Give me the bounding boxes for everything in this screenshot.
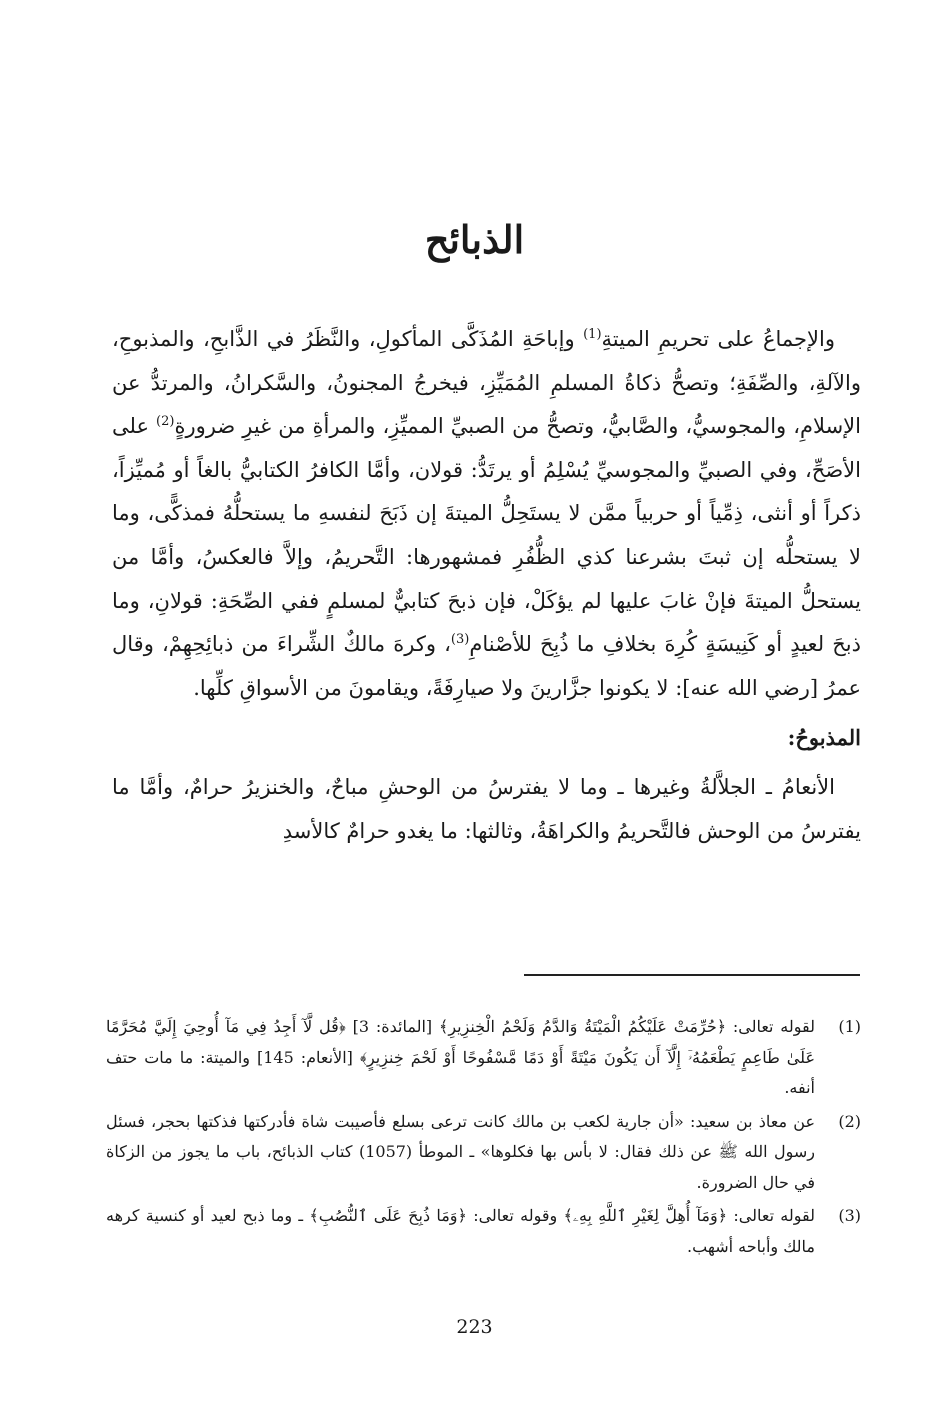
paragraph-1-part-d: ، وكرهَ مالكٌ الشِّراءَ من ذبائِحِهِمْ، وقال عمرُ [رضي الله عنه]: لا يكونوا جزَّارينَ ولا صيارِفَةً، ويقامونَ من الأسواقِ كلِّها.: [112, 632, 861, 700]
footnote-2: [106, 1107, 861, 1199]
paragraph-1: [112, 318, 861, 710]
footnote-text: عن معاذ بن سعيد: «أن جارية لكعب بن مالك كانت ترعى بسلع فأصيبت شاة فأدركتها فذكتها بحجر، فسئل رسول الله ﷺ عن ذلك فقال: لا بأس بها فكلوها» ـ الموطأ (1057) كتاب الذبائح، باب ما يجوز من الزكاة في حال الضرورة.: [106, 1111, 815, 1192]
footnote-text: لقوله تعالى: ﴿وَمَآ أُهِلَّ لِغَيْرِ ٱللَّهِ بِهِۦ﴾ وقوله تعالى: ﴿وَمَا ذُبِحَ عَلَى ٱلنُّصُبِ﴾ ـ وما ذبح لعيد أو كنسية كرهه مالك وأباحه أشهب.: [106, 1206, 815, 1256]
footnote-ref-1[interactable]: (1): [583, 327, 602, 342]
paragraph-1-part-b: وإباحَةِ المُذَكَّى المأكولِ، والنَّظَرُ في الذَّابحِ، والمذبوحِ، والآلةِ، والصِّفَةِ؛ وتصحُّ ذكاةُ المسلمِ المُمَيِّزِ، فيخرجُ المجنونُ، والسَّكرانُ، والمرتدُّ عن الإسلامِ، والمجوسيُّ، والصَّابيُّ، وتصحُّ من الصبيِّ المميِّزِ، والمرأةِ من غيرِ ضرورةٍ: [112, 327, 861, 439]
page-number: 223: [456, 1316, 493, 1338]
footnote-number: (1): [838, 1017, 861, 1036]
section-heading-madhbuh: المذبوحُ:: [787, 725, 861, 751]
main-text: [112, 318, 861, 854]
chapter-title: الذبائح: [424, 217, 525, 263]
footnote-ref-2[interactable]: (2): [156, 414, 175, 430]
footnotes: [106, 1012, 861, 1265]
footnote-divider: [524, 974, 860, 976]
paragraph-1-part-c: على الأصَحِّ، وفي الصبيِّ والمجوسيِّ يُسْلِمُ أو يرتَدُّ: قولان، وأمَّا الكافرُ الكتابيُّ بالغاً أو مُميِّزاً، ذكراً أو أنثى، ذِمِّياً أو حربياً ممَّن لا يستَحِلُّ الميتةَ إن ذَبَحَ لنفسهِ ما يستحلُّهُ فمذكًّى، وما لا يستحلُّه إن ثبتَ بشرعنا كذي الظُّفُرِ فمشهورها: التَّحريمُ، وإلاَّ فالعكسُ، وأمَّا من يستحلُّ الميتةَ فإنْ غابَ عليها لم يؤكَلْ، فإن ذبحَ كتابيٌّ لمسلمٍ ففي الصِّحَةِ: قولانِ، وما ذبحَ لعيدٍ أو كَنِيسَةٍ كُرِهَ بخلافِ ما ذُبِحَ للأصْنامِ: [112, 414, 861, 657]
footnote-ref-3[interactable]: (3): [450, 632, 470, 648]
footnote-1: [106, 1012, 861, 1104]
paragraph-2: الأنعامُ ـ الجلاَّلةُ وغيرها ـ وما لا يفترسُ من الوحشِ مباحٌ، والخنزيرُ حرامٌ، وأمَّا ما يفترسُ من الوحش فالتَّحريمُ والكراهَةُ، وثالثها: ما يغدو حرامٌ كالأسدِ: [112, 775, 861, 843]
footnote-number: (3): [838, 1206, 861, 1225]
footnote-3: [106, 1201, 861, 1262]
paragraph-1-part-a: والإجماعُ على تحريمِ الميتةِ: [601, 327, 835, 351]
footnote-number: (2): [838, 1111, 861, 1131]
footnote-text: لقوله تعالى: ﴿حُرِّمَتْ عَلَيْكُمُ الْمَيْتَةُ وَالدَّمُ وَلَحْمُ الْخِنزِيرِ﴾ [المائدة: 3] ﴿قُل لَّآ أَجِدُ فِي مَآ أُوحِيَ إِلَيَّ مُحَرَّمًا عَلَىٰ طَاعِمٍ يَطْعَمُهُۥٓ إِلَّآ أَن يَكُونَ مَيْتَةً أَوْ دَمًا مَّسْفُوحًا أَوْ لَحْمَ خِنزِيرٍ﴾ [الأنعام: 145] والميتة: ما مات حتف أنفه.: [106, 1017, 815, 1097]
